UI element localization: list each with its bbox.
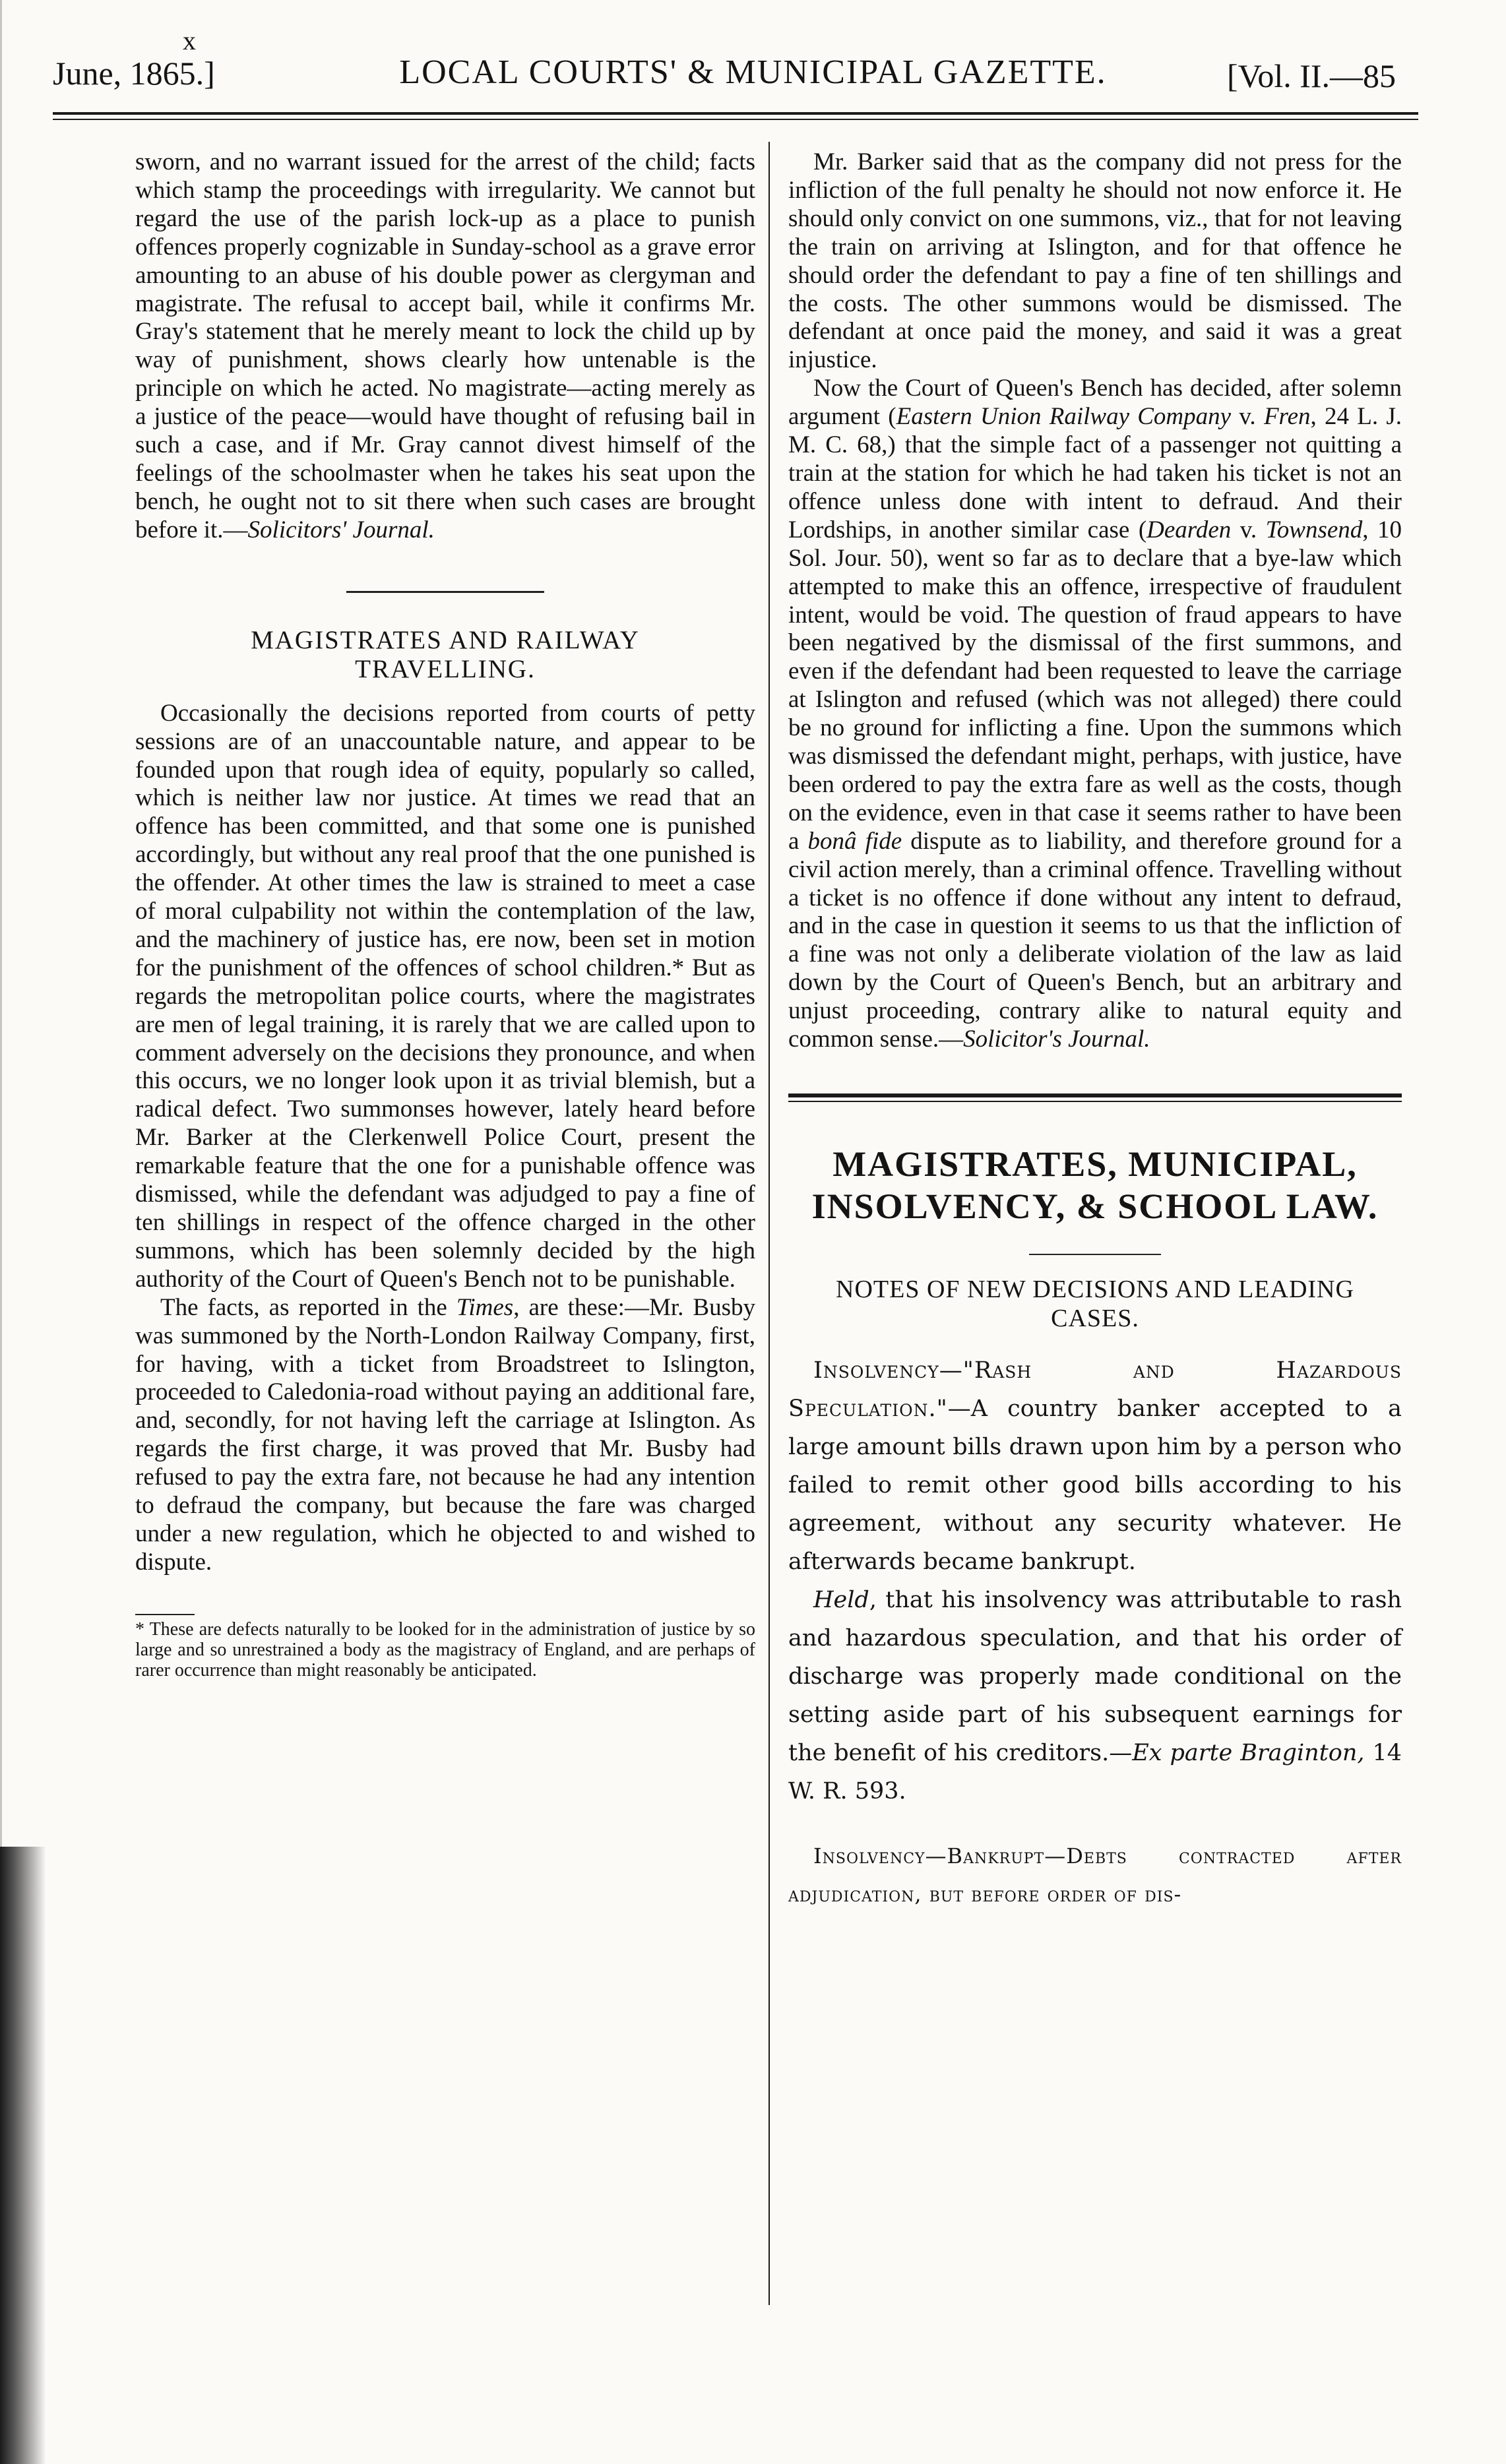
section-divider: [346, 591, 544, 593]
case-paragraph: Held, that his insolvency was attributable to rash and hazardous speculation, and that his order of discharge was properly made conditional on the setting aside part of his subsequent earnings for the benefit of his creditors.—Ex parte Braginton, 14 W. R. 593.: [788, 1587, 1402, 1804]
department-title: MAGISTRATES, MUNICIPAL, INSOLVENCY, & SCHOOL LAW.: [811, 1144, 1379, 1226]
right-column: [788, 148, 1402, 1913]
case-heading: Insolvency—Bankrupt—Debts contracted after adjudication, but before order of dis-: [788, 1843, 1402, 1907]
column-divider: [769, 142, 770, 2305]
section-rule-thick: [788, 1093, 1402, 1097]
title-divider: [1029, 1254, 1161, 1255]
case-paragraph: Insolvency—"Rash and Hazardous Speculation."—A country banker accepted to a large amount bills drawn upon him by a person who failed to remit other good bills according to his agreement, without any security whatever. He afterwards became bankrupt.: [788, 1357, 1402, 1575]
paragraph: The facts, as reported in the Times, are these:—Mr. Busby was summoned by the North-London Railway Company, first, for having, with a ticket from Broadstreet to Islington, proceeded to Caledonia-road without paying an additional fare, and, secondly, for not having left the carriage at Islington. As regards the first charge, it was proved that Mr. Busby had refused to pay the extra fare, not because he had any intention to defraud the company, but because the fare was charged under a new regulation, which he objected to and wished to dispute.: [135, 1293, 755, 1576]
header-rule-thick: [53, 112, 1418, 115]
paragraph: Now the Court of Queen's Bench has decided, after solemn argument (Eastern Union Railway Company v. Fren, 24 L. J. M. C. 68,) that the simple fact of a passenger not quitting a train at the station for which he had taken his ticket is not an offence unless done with intent to defraud. And their Lordships, in another similar case (Dearden v. Townsend, 10 Sol. Jour. 50), went so far as to declare that a bye-law which attempted to make this an offence, irrespective of fraudulent intent, would be void. The question of fraud appears to have been negatived by the dismissal of the first summons, and even if the defendant had been requested to leave the carriage at Islington and refused (which was not alleged) there could be no ground for inflicting a fine. Upon the summons which was dismissed the defendant might, perhaps, with justice, have been ordered to pay the extra fare as well as the costs, though on the evidence, even in that case it seems rather to have been a bonâ fide dispute as to liability, and therefore ground for a civil action merely, than a criminal offence. Travelling without a ticket is no offence if done without any intent to defraud, and in the case in question it seems to us that the infliction of a fine was not only a deliberate violation of the law as laid down by the Court of Queen's Bench, but an arbitrary and unjust proceeding, contrary alike to natural equity and common sense.—Solicitor's Journal.: [788, 375, 1402, 1053]
subsection-title: NOTES OF NEW DECISIONS AND LEADING CASES.: [836, 1276, 1354, 1332]
section-title: MAGISTRATES AND RAILWAY TRAVELLING.: [251, 625, 640, 683]
binding-shadow: [0, 1847, 46, 2464]
source-citation: Solicitors' Journal.: [247, 516, 435, 543]
case-note: [788, 1351, 1402, 1913]
left-column: [135, 148, 755, 1680]
paragraph: Occasionally the decisions reported from courts of petty sessions are of an unaccountable nature, and appear to be founded upon that rough idea of equity, popularly so called, which is neither law nor justice. At times we read that an offence has been committed, and that some one is punished accordingly, but without any real proof that the one punished is the offender. At other times the law is strained to meet a case of moral culpability not within the contemplation of the law, and the machinery of justice has, ere now, been set in motion for the punishment of the offences of school children.* But as regards the metropolitan police courts, where the magistrates are men of legal training, it is rarely that we are called upon to comment adversely on the decisions they pronounce, and when this occurs, we no longer look upon it as trivial blemish, but a radical defect. Two summonses however, lately heard before Mr. Barker at the Clerkenwell Police Court, present the remarkable feature that the one for a punishable offence was dismissed, while the defendant was adjudged to pay a fine of ten shillings in respect of the offence charged in the other summons, which has been solemnly decided by the high authority of the Court of Queen's Bench not to be punishable.: [135, 699, 755, 1293]
paragraph: sworn, and no warrant issued for the arrest of the child; facts which stamp the proceedings with irregularity. We cannot but regard the use of the parish lock-up as a place to punish offences properly cognizable in Sunday-school as a grave error amounting to an abuse of his double power as clergyman and magistrate. The refusal to accept bail, while it confirms Mr. Gray's statement that he merely meant to lock the child up by way of punishment, shows clearly how untenable is the principle on which he acted. No magistrate—acting merely as a justice of the peace—would have thought of refusing bail in such a case, and if Mr. Gray cannot divest himself of the feelings of the schoolmaster when he takes his seat upon the bench, he ought not to sit there when such cases are brought before it.—Solicitors' Journal.: [135, 148, 755, 543]
section-rule-thin: [788, 1101, 1402, 1102]
case-heading: Insolvency—"Rash and Hazardous Speculation.": [788, 1357, 1402, 1422]
page-mark: x: [183, 26, 196, 55]
source-citation: Solicitor's Journal.: [963, 1026, 1150, 1053]
header-volume: [Vol. II.—85: [1227, 57, 1396, 94]
header-title: LOCAL COURTS' & MUNICIPAL GAZETTE.: [399, 53, 1107, 91]
header-date: June, 1865.]: [53, 55, 215, 92]
footnote-rule: [135, 1614, 195, 1615]
footnote: * These are defects naturally to be looked for in the administration of justice by so large and so unrestrained a body as the magistracy of England, and are perhaps of rarer occurrence than might reasonably be anticipated.: [135, 1618, 755, 1680]
header-rule-thin: [53, 119, 1418, 120]
paragraph: Mr. Barker said that as the company did not press for the infliction of the full penalty he should not now enforce it. He should only convict on one summons, viz., that for not leaving the train on arriving at Islington, and for that offence he should order the defendant to pay a fine of ten shillings and the costs. The other summons would be dismissed. The defendant at once paid the money, and said it was a great injustice.: [788, 148, 1402, 374]
